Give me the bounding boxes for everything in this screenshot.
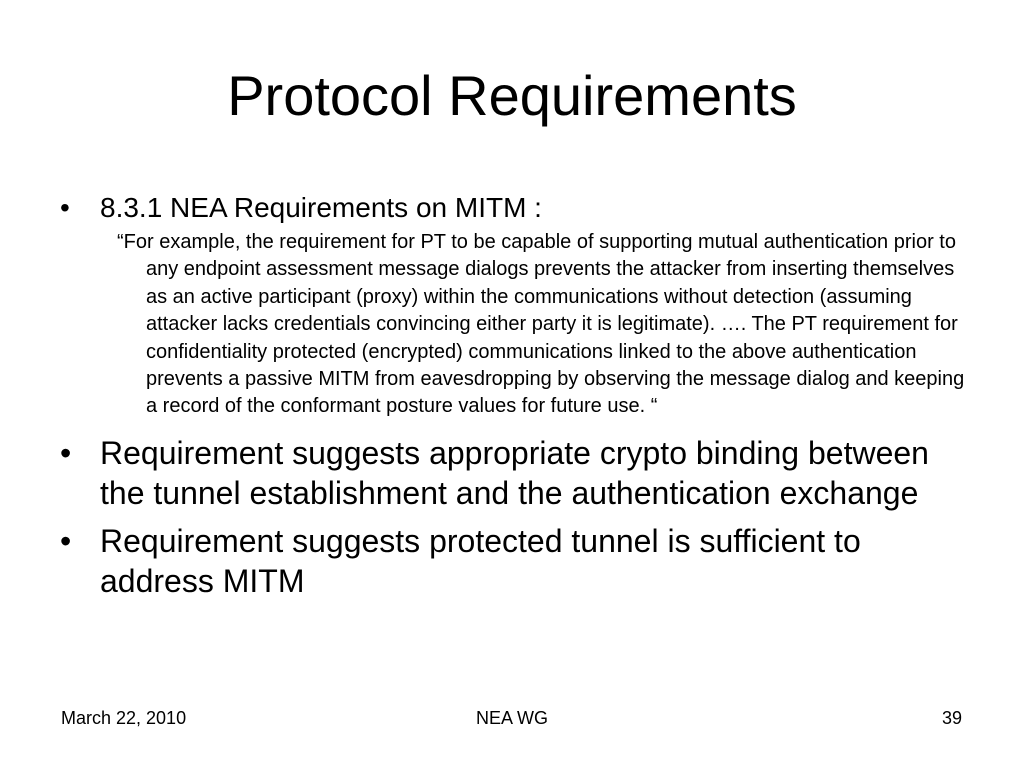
bullet-marker: • xyxy=(60,192,70,223)
bullet-item-crypto-binding xyxy=(60,433,980,513)
bullet-text: Requirement suggests protected tunnel is sufficient to address MITM xyxy=(100,522,861,599)
bullet-item-mitm-requirements xyxy=(60,188,980,228)
slide-content xyxy=(60,188,980,601)
bullet-marker: • xyxy=(60,434,72,471)
footer-date: March 22, 2010 xyxy=(61,708,187,728)
bullet-text: Requirement suggests appropriate crypto binding between the tunnel establishment and the authentication exchange xyxy=(100,434,929,511)
footer-page-number: 39 xyxy=(941,708,962,728)
slide-title: Protocol Requirements xyxy=(227,64,797,127)
bullet-marker: • xyxy=(60,522,72,559)
footer-group-name: NEA WG xyxy=(475,708,548,728)
requirement-quote: “For example, the requirement for PT to be capable of supporting mutual authentication prior to any endpoint assessment message dialogs prevents the attacker from inserting themselves as an active participant (proxy) within the communications without detection (assuming attacker lacks credentials convincing either party it is legitimate). …. The PT requirement for confidentiality protected (encrypted) communications linked to the above authentication prevents a passive MITM from eavesdropping by observing the message dialog and keeping a record of the conformant posture values for future use. “ xyxy=(117,231,965,418)
bullet-item-protected-tunnel xyxy=(60,521,980,601)
bullet-text: 8.3.1 NEA Requirements on MITM : xyxy=(100,192,542,223)
